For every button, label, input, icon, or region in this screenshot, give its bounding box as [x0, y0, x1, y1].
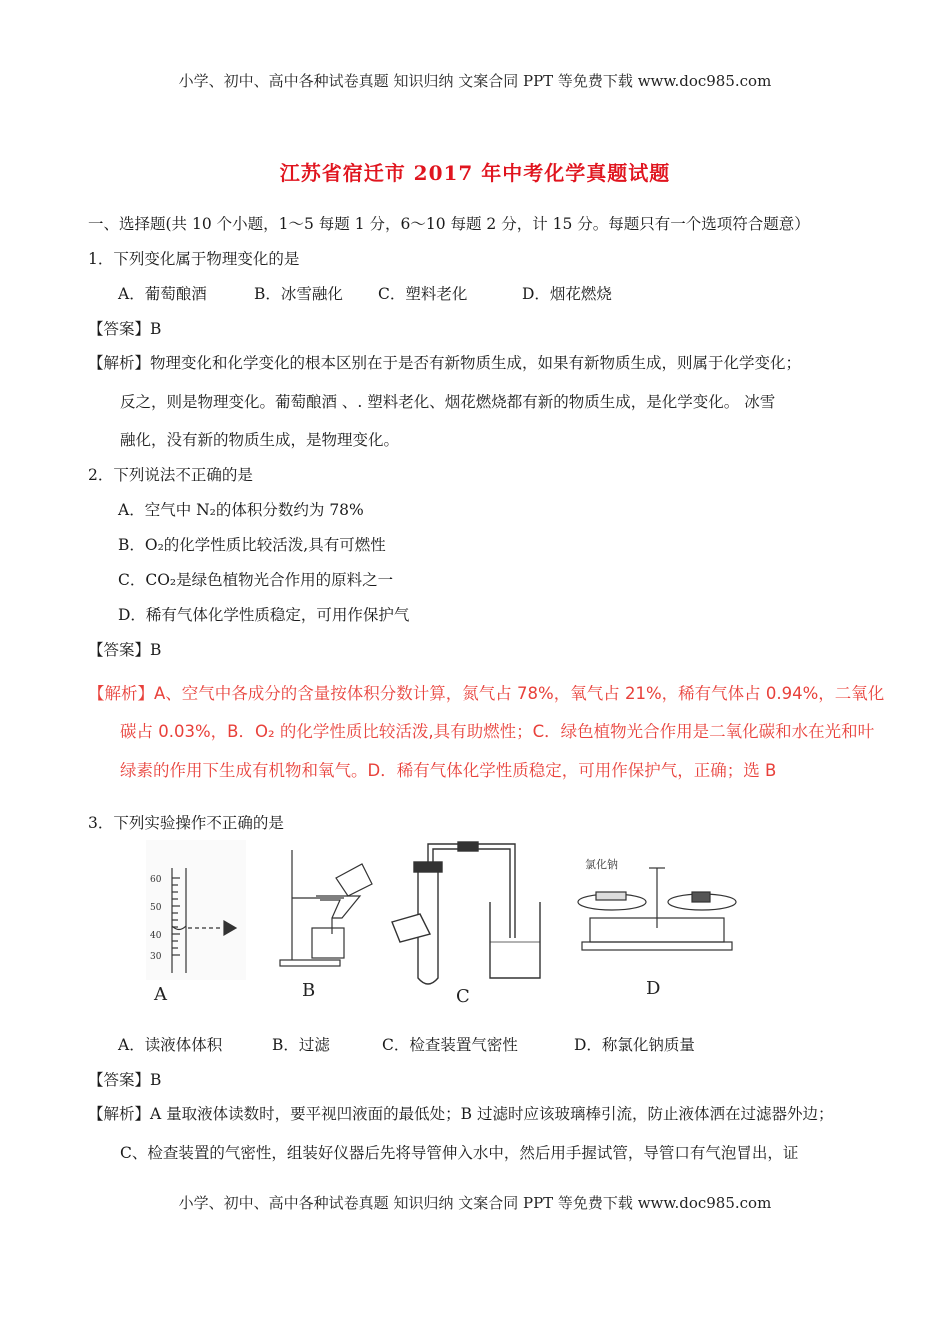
- q2-option-d: D．稀有气体化学性质稳定，可用作保护气: [118, 606, 410, 624]
- figure-label-c: C: [456, 986, 470, 1007]
- q1-option-b: B．冰雪融化: [254, 285, 343, 303]
- figure-d-balance: [578, 868, 736, 950]
- q3-analysis-line: C、检查装置的气密性，组装好仪器后先将导管伸入水中，然后用手握试管，导管口有气泡冒出，证: [120, 1144, 799, 1162]
- figure-b-filtration: [280, 850, 372, 966]
- q1-analysis-line: 【解析】物理变化和化学变化的根本区别在于是否有新物质生成，如果有新物质生成，则属于化学变化；: [88, 354, 802, 372]
- section-heading: 一、选择题(共 10 个小题，1～5 每题 1 分，6～10 每题 2 分，计 15 分。每题只有一个选项符合题意）: [88, 215, 810, 233]
- page-title: 江苏省宿迁市 2017 年中考化学真题试题: [279, 161, 671, 185]
- q3-stem: 3．下列实验操作不正确的是: [88, 814, 284, 832]
- q1-analysis-line: 融化，没有新的物质生成，是物理变化。: [120, 431, 400, 449]
- q2-option-b: B．O₂的化学性质比较活泼,具有可燃性: [118, 536, 386, 554]
- q1-option-a: A．葡萄酿酒: [118, 285, 207, 303]
- q3-analysis-line: 【解析】A 量取液体读数时，要平视凹液面的最低处；B 过滤时应该玻璃棒引流，防止液体洒在过滤器外边；: [88, 1105, 834, 1123]
- q2-analysis-line: 绿素的作用下生成有机物和氧气。D．稀有气体化学性质稳定，可用作保护气，正确；选 B: [120, 761, 777, 780]
- q3-option-d: D．称氯化钠质量: [574, 1036, 695, 1054]
- figure-label-d: D: [646, 978, 661, 999]
- q1-option-c: C．塑料老化: [378, 285, 468, 303]
- q2-option-c: C．CO₂是绿色植物光合作用的原料之一: [118, 571, 394, 589]
- q3-figure: [130, 838, 740, 1008]
- figure-label-b: B: [302, 980, 316, 1001]
- page-header: 小学、初中、高中各种试卷真题 知识归纳 文案合同 PPT 等免费下载 www.doc985.com: [178, 72, 772, 90]
- q1-analysis-line: 反之，则是物理变化。葡萄酿酒 、. 塑料老化、烟花燃烧都有新的物质生成，是化学变化。 冰雪: [120, 393, 776, 411]
- page-footer: 小学、初中、高中各种试卷真题 知识归纳 文案合同 PPT 等免费下载 www.doc985.com: [178, 1194, 772, 1212]
- q1-option-d: D．烟花燃烧: [522, 285, 612, 303]
- scale-tick: 50: [150, 903, 162, 913]
- q2-option-a: A．空气中 N₂的体积分数约为 78%: [118, 501, 364, 519]
- q3-answer: 【答案】B: [88, 1071, 162, 1089]
- q2-analysis-line: 碳占 0.03%，B．O₂ 的化学性质比较活泼,具有助燃性；C．绿色植物光合作用是二氧化碳和水在光和叶: [120, 722, 875, 741]
- q2-analysis-line: 【解析】A、空气中各成分的含量按体积分数计算，氮气占 78%，氧气占 21%，稀有气体占 0.94%，二氧化: [88, 684, 885, 703]
- q1-answer: 【答案】B: [88, 320, 162, 338]
- q3-option-b: B．过滤: [272, 1036, 330, 1054]
- q2-stem: 2．下列说法不正确的是: [88, 466, 253, 484]
- scale-tick: 30: [150, 952, 162, 962]
- q3-option-c: C．检查装置气密性: [382, 1036, 518, 1054]
- q2-answer: 【答案】B: [88, 641, 162, 659]
- figure-label-a: A: [154, 984, 167, 1005]
- scale-tick: 60: [150, 875, 162, 885]
- figure-c-airtightness: [392, 842, 540, 984]
- q3-option-a: A．读液体体积: [118, 1036, 223, 1054]
- scale-tick: 40: [150, 931, 162, 941]
- salt-label: 氯化钠: [585, 858, 618, 871]
- q1-stem: 1．下列变化属于物理变化的是: [88, 250, 300, 268]
